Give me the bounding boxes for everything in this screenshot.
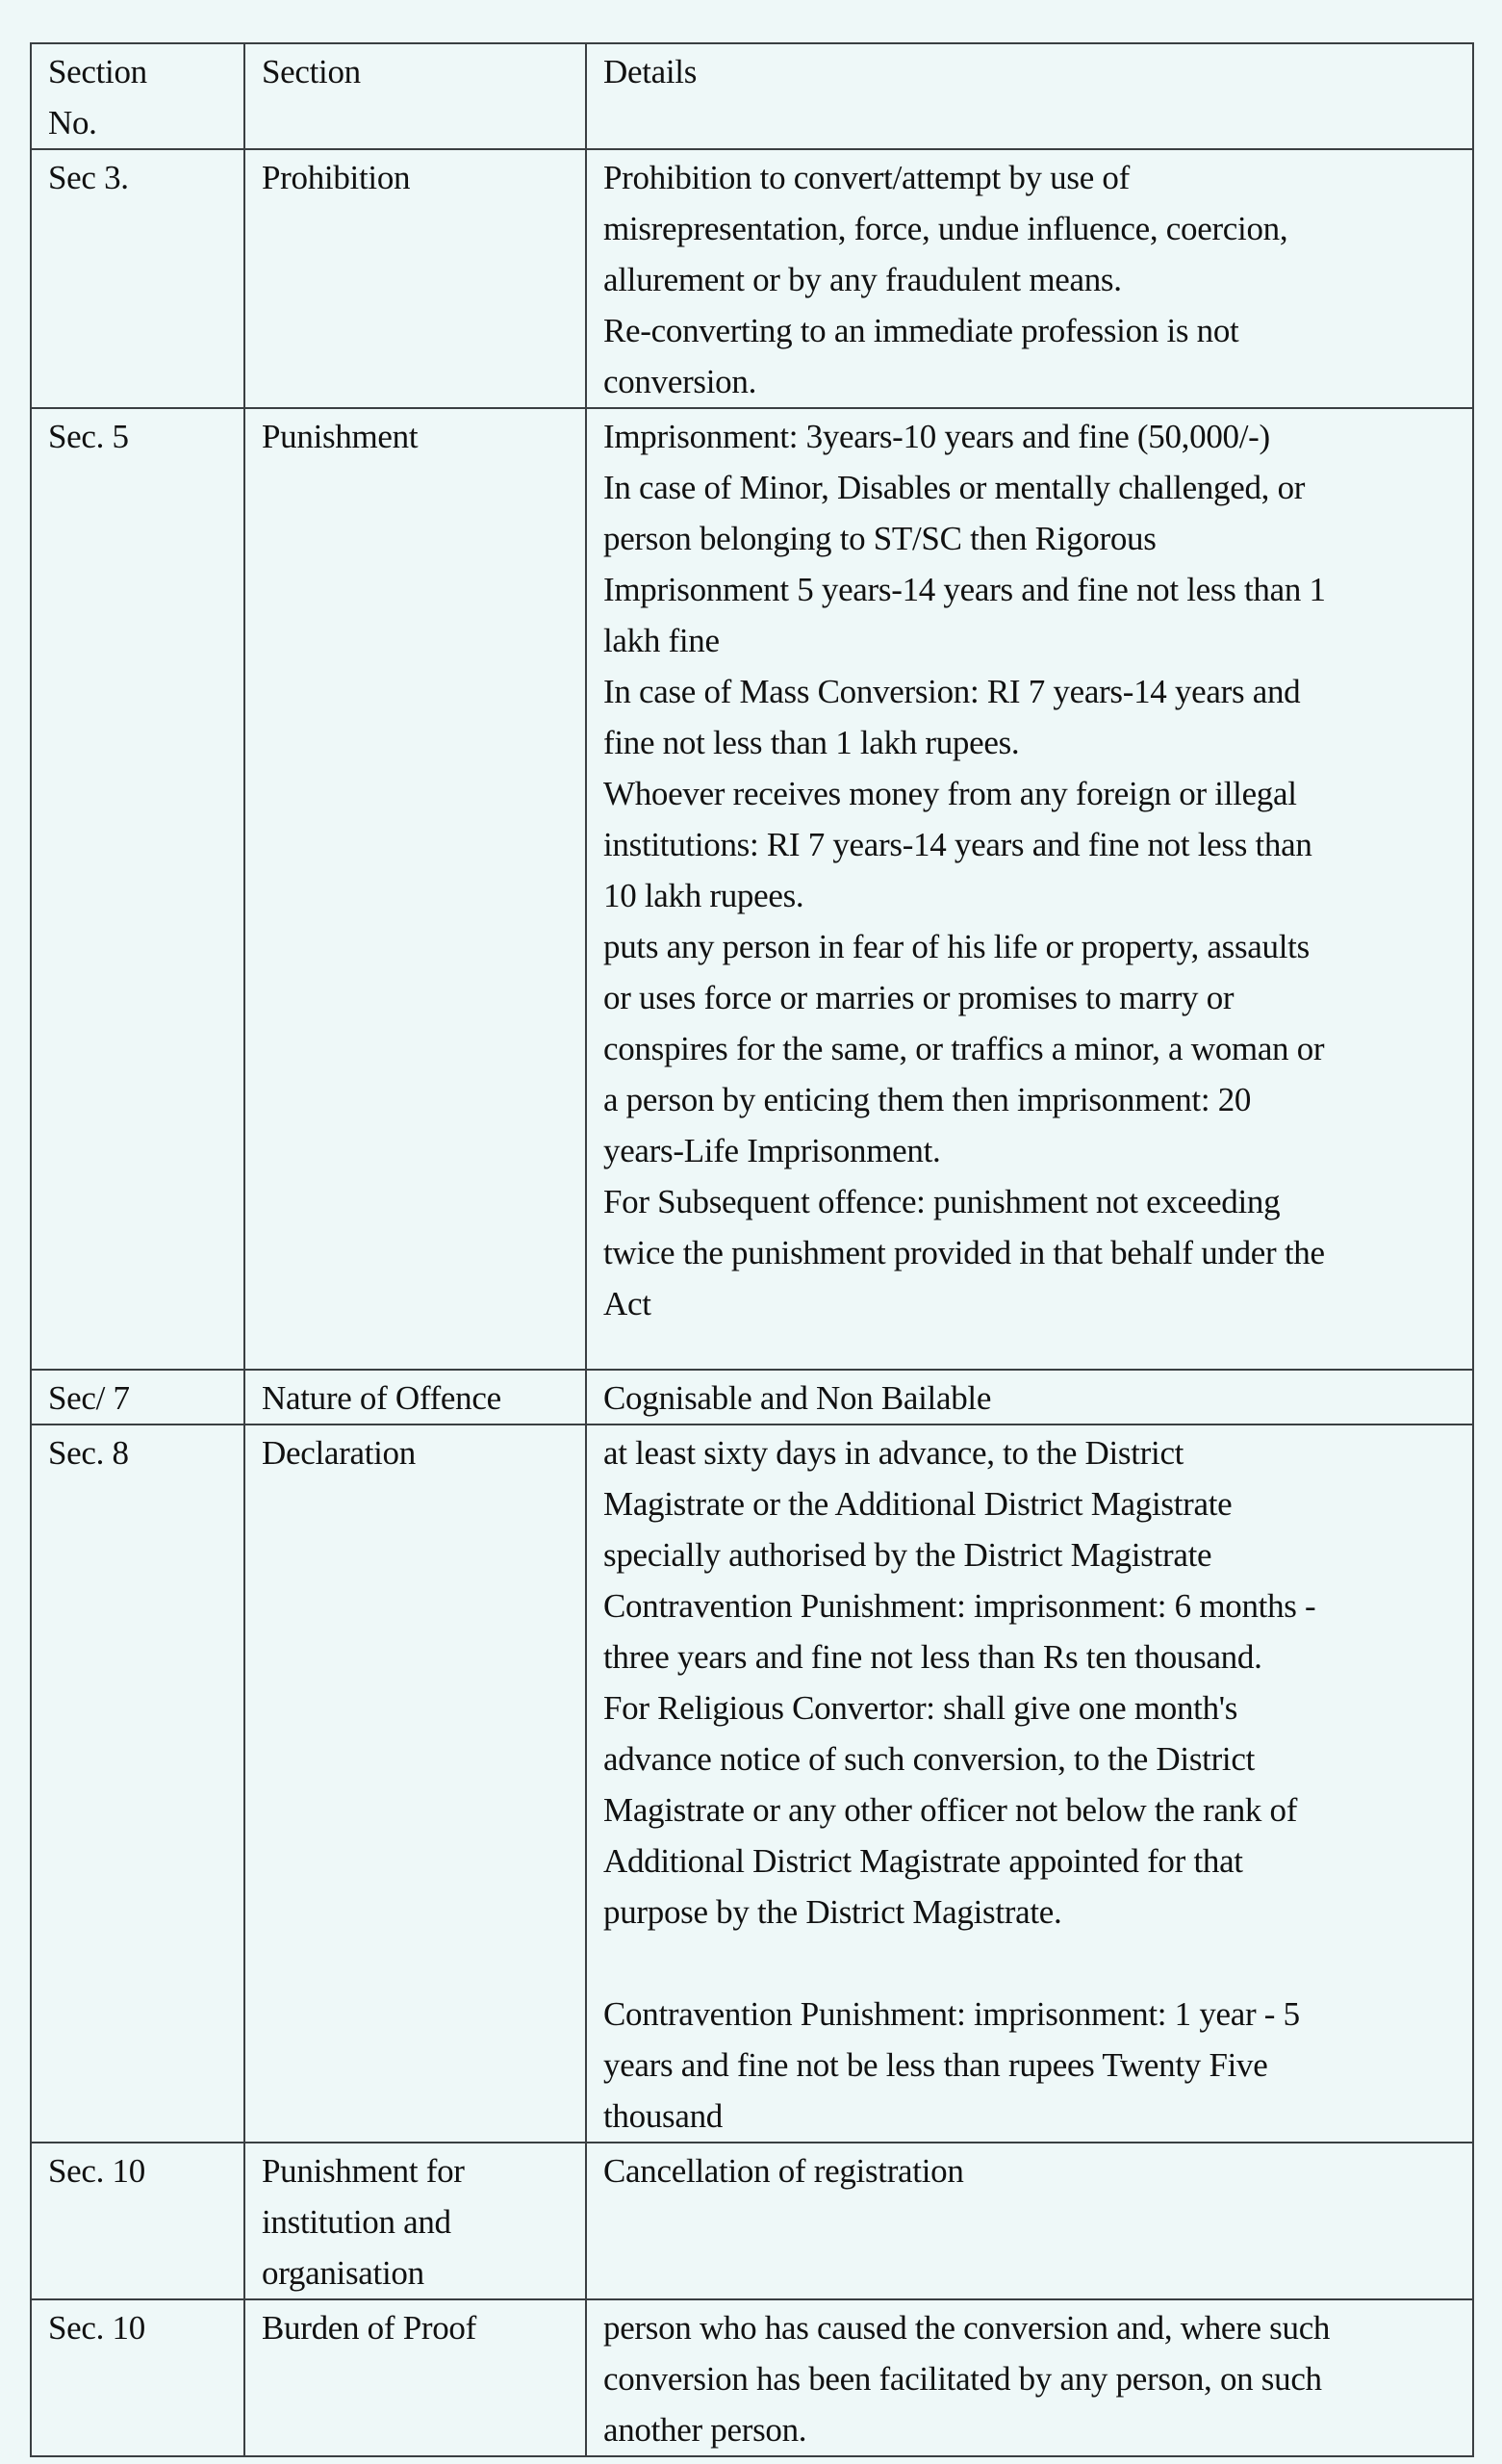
table-row — [31, 2299, 1473, 2456]
details-line: Contravention Punishment: imprisonment: 6 months - — [603, 1587, 1316, 1625]
cell-section-no — [31, 149, 244, 408]
section-name: Punishment for — [262, 2152, 465, 2190]
cell-section-no — [31, 2299, 244, 2456]
details-line: thousand — [603, 2097, 723, 2135]
cell-details — [586, 149, 1473, 408]
cell-details — [586, 2143, 1473, 2299]
header-text: No. — [48, 104, 97, 141]
details-line: a person by enticing them then imprisonment: 20 — [603, 1081, 1252, 1118]
details-line: or uses force or marries or promises to marry or — [603, 979, 1235, 1016]
details-line: Additional District Magistrate appointed for that — [603, 1842, 1243, 1880]
details-line: purpose by the District Magistrate. — [603, 1893, 1062, 1931]
details-line: Cognisable and Non Bailable — [603, 1379, 992, 1417]
section-name: Prohibition — [262, 159, 411, 196]
details-line: Cancellation of registration — [603, 2152, 964, 2190]
details-line: conversion. — [603, 363, 757, 400]
details-line: fine not less than 1 lakh rupees. — [603, 724, 1020, 761]
cell-details — [586, 2299, 1473, 2456]
header-text: Section — [48, 53, 147, 90]
section-no: Sec. 8 — [48, 1434, 129, 1472]
table-header-row — [31, 43, 1473, 149]
details-line: institutions: RI 7 years-14 years and fine not less than — [603, 826, 1312, 863]
table-row — [31, 2143, 1473, 2299]
cell-details — [586, 1424, 1473, 2143]
cell-section — [244, 2299, 586, 2456]
table-row — [31, 1424, 1473, 2143]
cell-section — [244, 149, 586, 408]
details-line: 10 lakh rupees. — [603, 877, 804, 914]
section-no: Sec 3. — [48, 159, 129, 196]
cell-section — [244, 1424, 586, 2143]
details-line: person who has caused the conversion and, where such — [603, 2309, 1331, 2347]
details-line: years and fine not be less than rupees Twenty Five — [603, 2046, 1268, 2084]
details-line: years-Life Imprisonment. — [603, 1132, 941, 1169]
cell-section-no — [31, 1424, 244, 2143]
details-line: Prohibition to convert/attempt by use of — [603, 159, 1130, 196]
section-no: Sec. 10 — [48, 2309, 145, 2347]
details-line: three years and fine not less than Rs ten thousand. — [603, 1638, 1262, 1676]
cell-section-no — [31, 2143, 244, 2299]
header-section — [244, 43, 586, 149]
details-line: Imprisonment 5 years-14 years and fine not less than 1 — [603, 571, 1326, 608]
blank-line — [603, 1938, 1457, 1989]
cell-section-no — [31, 1370, 244, 1424]
details-line: For Subsequent offence: punishment not exceeding — [603, 1183, 1281, 1220]
details-line: Act — [603, 1285, 651, 1322]
cell-section-no — [31, 408, 244, 1370]
details-line: specially authorised by the District Magistrate — [603, 1536, 1212, 1574]
details-line: puts any person in fear of his life or property, assaults — [603, 928, 1310, 965]
header-details — [586, 43, 1473, 149]
details-line: In case of Mass Conversion: RI 7 years-14 years and — [603, 673, 1301, 710]
details-line: allurement or by any fraudulent means. — [603, 261, 1122, 298]
table-row — [31, 1370, 1473, 1424]
cell-section — [244, 408, 586, 1370]
details-line: conversion has been facilitated by any person, on such — [603, 2360, 1322, 2398]
details-line: person belonging to ST/SC then Rigorous — [603, 520, 1157, 557]
section-name: Burden of Proof — [262, 2309, 476, 2347]
details-line: another person. — [603, 2411, 807, 2449]
section-name: Nature of Offence — [262, 1379, 501, 1417]
cell-section — [244, 2143, 586, 2299]
section-no: Sec/ 7 — [48, 1379, 130, 1417]
table-row — [31, 408, 1473, 1370]
section-no: Sec. 10 — [48, 2152, 145, 2190]
details-line: Magistrate or the Additional District Magistrate — [603, 1485, 1233, 1523]
details-line: For Religious Convertor: shall give one month's — [603, 1689, 1238, 1727]
section-no: Sec. 5 — [48, 418, 129, 455]
details-line: Contravention Punishment: imprisonment: 1 year - 5 — [603, 1995, 1300, 2033]
details-line: misrepresentation, force, undue influence, coercion, — [603, 210, 1288, 247]
details-line: Magistrate or any other officer not below the rank of — [603, 1791, 1298, 1829]
section-name: institution and — [262, 2203, 451, 2241]
section-name: organisation — [262, 2254, 424, 2292]
details-line: twice the punishment provided in that behalf under the — [603, 1234, 1325, 1271]
cell-details — [586, 1370, 1473, 1424]
section-name: Declaration — [262, 1434, 416, 1472]
sections-table — [30, 42, 1474, 2457]
table-row — [31, 149, 1473, 408]
header-text: Section — [262, 53, 361, 90]
cell-section — [244, 1370, 586, 1424]
details-line: at least sixty days in advance, to the District — [603, 1434, 1184, 1472]
cell-details — [586, 408, 1473, 1370]
details-line: Imprisonment: 3years-10 years and fine (50,000/-) — [603, 418, 1270, 455]
details-line: advance notice of such conversion, to the District — [603, 1740, 1256, 1778]
details-line: In case of Minor, Disables or mentally challenged, or — [603, 469, 1306, 506]
details-line: Whoever receives money from any foreign or illegal — [603, 775, 1297, 812]
details-line: conspires for the same, or traffics a minor, a woman or — [603, 1030, 1325, 1067]
header-text: Details — [603, 53, 698, 90]
header-section-no — [31, 43, 244, 149]
details-line: Re-converting to an immediate profession is not — [603, 312, 1239, 349]
section-name: Punishment — [262, 418, 419, 455]
details-line: lakh fine — [603, 622, 720, 659]
